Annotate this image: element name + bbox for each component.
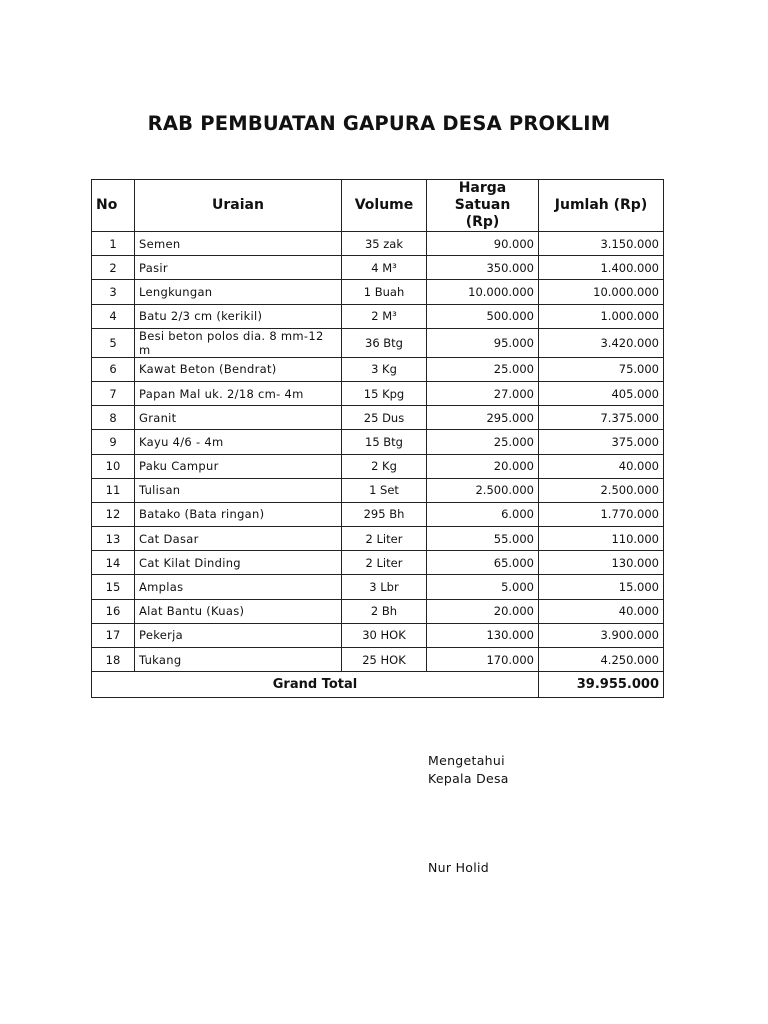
cell-volume: 2 Bh <box>342 599 427 623</box>
cell-jumlah: 1.770.000 <box>539 502 664 526</box>
header-volume: Volume <box>342 180 427 232</box>
cell-no: 5 <box>92 328 135 357</box>
cell-no: 14 <box>92 551 135 575</box>
cell-volume: 4 M³ <box>342 256 427 280</box>
table-row <box>92 575 664 599</box>
cell-uraian: Lengkungan <box>135 280 342 304</box>
signature-name: Nur Holid <box>428 860 490 875</box>
cell-harga-satuan: 170.000 <box>427 648 539 672</box>
cell-volume: 1 Buah <box>342 280 427 304</box>
table-row <box>92 623 664 647</box>
table-row <box>92 232 664 256</box>
cell-volume: 1 Set <box>342 478 427 502</box>
grand-total-value: 39.955.000 <box>539 672 664 698</box>
cell-harga-satuan: 55.000 <box>427 527 539 551</box>
cell-uraian: Pekerja <box>135 623 342 647</box>
grand-total-row <box>92 672 664 698</box>
cell-harga-satuan: 130.000 <box>427 623 539 647</box>
document-title: RAB PEMBUATAN GAPURA DESA PROKLIM <box>147 112 611 135</box>
cell-no: 8 <box>92 406 135 430</box>
cell-harga-satuan: 90.000 <box>427 232 539 256</box>
cell-uraian: Tukang <box>135 648 342 672</box>
cell-jumlah: 1.400.000 <box>539 256 664 280</box>
table-row <box>92 478 664 502</box>
cell-jumlah: 7.375.000 <box>539 406 664 430</box>
cell-volume: 3 Lbr <box>342 575 427 599</box>
cell-harga-satuan: 27.000 <box>427 381 539 405</box>
cell-volume: 2 Kg <box>342 454 427 478</box>
cell-jumlah: 4.250.000 <box>539 648 664 672</box>
cell-uraian: Paku Campur <box>135 454 342 478</box>
cell-harga-satuan: 20.000 <box>427 599 539 623</box>
table-header-row <box>92 180 664 232</box>
cell-uraian: Tulisan <box>135 478 342 502</box>
cell-uraian: Alat Bantu (Kuas) <box>135 599 342 623</box>
cell-jumlah: 1.000.000 <box>539 304 664 328</box>
cell-uraian: Batu 2/3 cm (kerikil) <box>135 304 342 328</box>
cell-no: 10 <box>92 454 135 478</box>
cell-uraian: Kayu 4/6 - 4m <box>135 430 342 454</box>
cell-no: 3 <box>92 280 135 304</box>
cell-jumlah: 110.000 <box>539 527 664 551</box>
cell-no: 18 <box>92 648 135 672</box>
cell-no: 7 <box>92 381 135 405</box>
cell-volume: 25 HOK <box>342 648 427 672</box>
cell-uraian: Cat Kilat Dinding <box>135 551 342 575</box>
cell-volume: 36 Btg <box>342 328 427 357</box>
cell-uraian: Granit <box>135 406 342 430</box>
table-row <box>92 454 664 478</box>
cell-harga-satuan: 25.000 <box>427 430 539 454</box>
cell-jumlah: 3.420.000 <box>539 328 664 357</box>
header-jumlah: Jumlah (Rp) <box>539 180 664 232</box>
cell-jumlah: 3.150.000 <box>539 232 664 256</box>
header-harga-line2: (Rp) <box>465 214 500 230</box>
cell-jumlah: 405.000 <box>539 381 664 405</box>
cell-volume: 295 Bh <box>342 502 427 526</box>
cell-volume: 2 Liter <box>342 551 427 575</box>
table-row <box>92 648 664 672</box>
cell-jumlah: 130.000 <box>539 551 664 575</box>
table-row <box>92 406 664 430</box>
cell-uraian: Papan Mal uk. 2/18 cm- 4m <box>135 381 342 405</box>
cell-uraian: Kawat Beton (Bendrat) <box>135 357 342 381</box>
cell-harga-satuan: 295.000 <box>427 406 539 430</box>
cell-harga-satuan: 5.000 <box>427 575 539 599</box>
cell-no: 12 <box>92 502 135 526</box>
cell-no: 11 <box>92 478 135 502</box>
cell-volume: 15 Kpg <box>342 381 427 405</box>
table-row <box>92 357 664 381</box>
cell-harga-satuan: 25.000 <box>427 357 539 381</box>
cell-jumlah: 40.000 <box>539 599 664 623</box>
cell-jumlah: 15.000 <box>539 575 664 599</box>
cell-harga-satuan: 350.000 <box>427 256 539 280</box>
cell-no: 6 <box>92 357 135 381</box>
cell-uraian: Pasir <box>135 256 342 280</box>
cell-no: 1 <box>92 232 135 256</box>
table-row <box>92 280 664 304</box>
cell-harga-satuan: 500.000 <box>427 304 539 328</box>
cell-harga-satuan: 20.000 <box>427 454 539 478</box>
header-harga-satuan <box>427 180 539 232</box>
cell-volume: 3 Kg <box>342 357 427 381</box>
table-row <box>92 527 664 551</box>
signature-block <box>428 752 509 788</box>
cell-volume: 30 HOK <box>342 623 427 647</box>
cell-uraian: Besi beton polos dia. 8 mm-12 m <box>135 328 342 357</box>
cell-volume: 2 M³ <box>342 304 427 328</box>
cell-harga-satuan: 6.000 <box>427 502 539 526</box>
table-row <box>92 502 664 526</box>
table-row <box>92 381 664 405</box>
table-row <box>92 551 664 575</box>
header-uraian: Uraian <box>135 180 342 232</box>
signature-acknowledged: Mengetahui <box>428 753 505 768</box>
cell-no: 13 <box>92 527 135 551</box>
cell-harga-satuan: 65.000 <box>427 551 539 575</box>
cell-volume: 15 Btg <box>342 430 427 454</box>
grand-total-label: Grand Total <box>92 672 539 698</box>
budget-table <box>91 179 664 698</box>
cell-harga-satuan: 95.000 <box>427 328 539 357</box>
cell-no: 17 <box>92 623 135 647</box>
cell-no: 9 <box>92 430 135 454</box>
cell-jumlah: 2.500.000 <box>539 478 664 502</box>
cell-no: 4 <box>92 304 135 328</box>
cell-volume: 25 Dus <box>342 406 427 430</box>
header-harga-line1: Harga Satuan <box>454 180 511 213</box>
table-row <box>92 599 664 623</box>
cell-harga-satuan: 2.500.000 <box>427 478 539 502</box>
cell-uraian: Amplas <box>135 575 342 599</box>
cell-volume: 35 zak <box>342 232 427 256</box>
cell-uraian: Cat Dasar <box>135 527 342 551</box>
cell-no: 16 <box>92 599 135 623</box>
cell-uraian: Batako (Bata ringan) <box>135 502 342 526</box>
cell-jumlah: 375.000 <box>539 430 664 454</box>
table-row <box>92 430 664 454</box>
cell-jumlah: 3.900.000 <box>539 623 664 647</box>
table-row <box>92 256 664 280</box>
cell-harga-satuan: 10.000.000 <box>427 280 539 304</box>
table-row <box>92 304 664 328</box>
cell-jumlah: 10.000.000 <box>539 280 664 304</box>
cell-no: 15 <box>92 575 135 599</box>
cell-volume: 2 Liter <box>342 527 427 551</box>
cell-jumlah: 75.000 <box>539 357 664 381</box>
cell-jumlah: 40.000 <box>539 454 664 478</box>
table-row <box>92 328 664 357</box>
cell-no: 2 <box>92 256 135 280</box>
cell-uraian: Semen <box>135 232 342 256</box>
signature-position: Kepala Desa <box>428 771 509 786</box>
header-no: No <box>92 180 135 232</box>
